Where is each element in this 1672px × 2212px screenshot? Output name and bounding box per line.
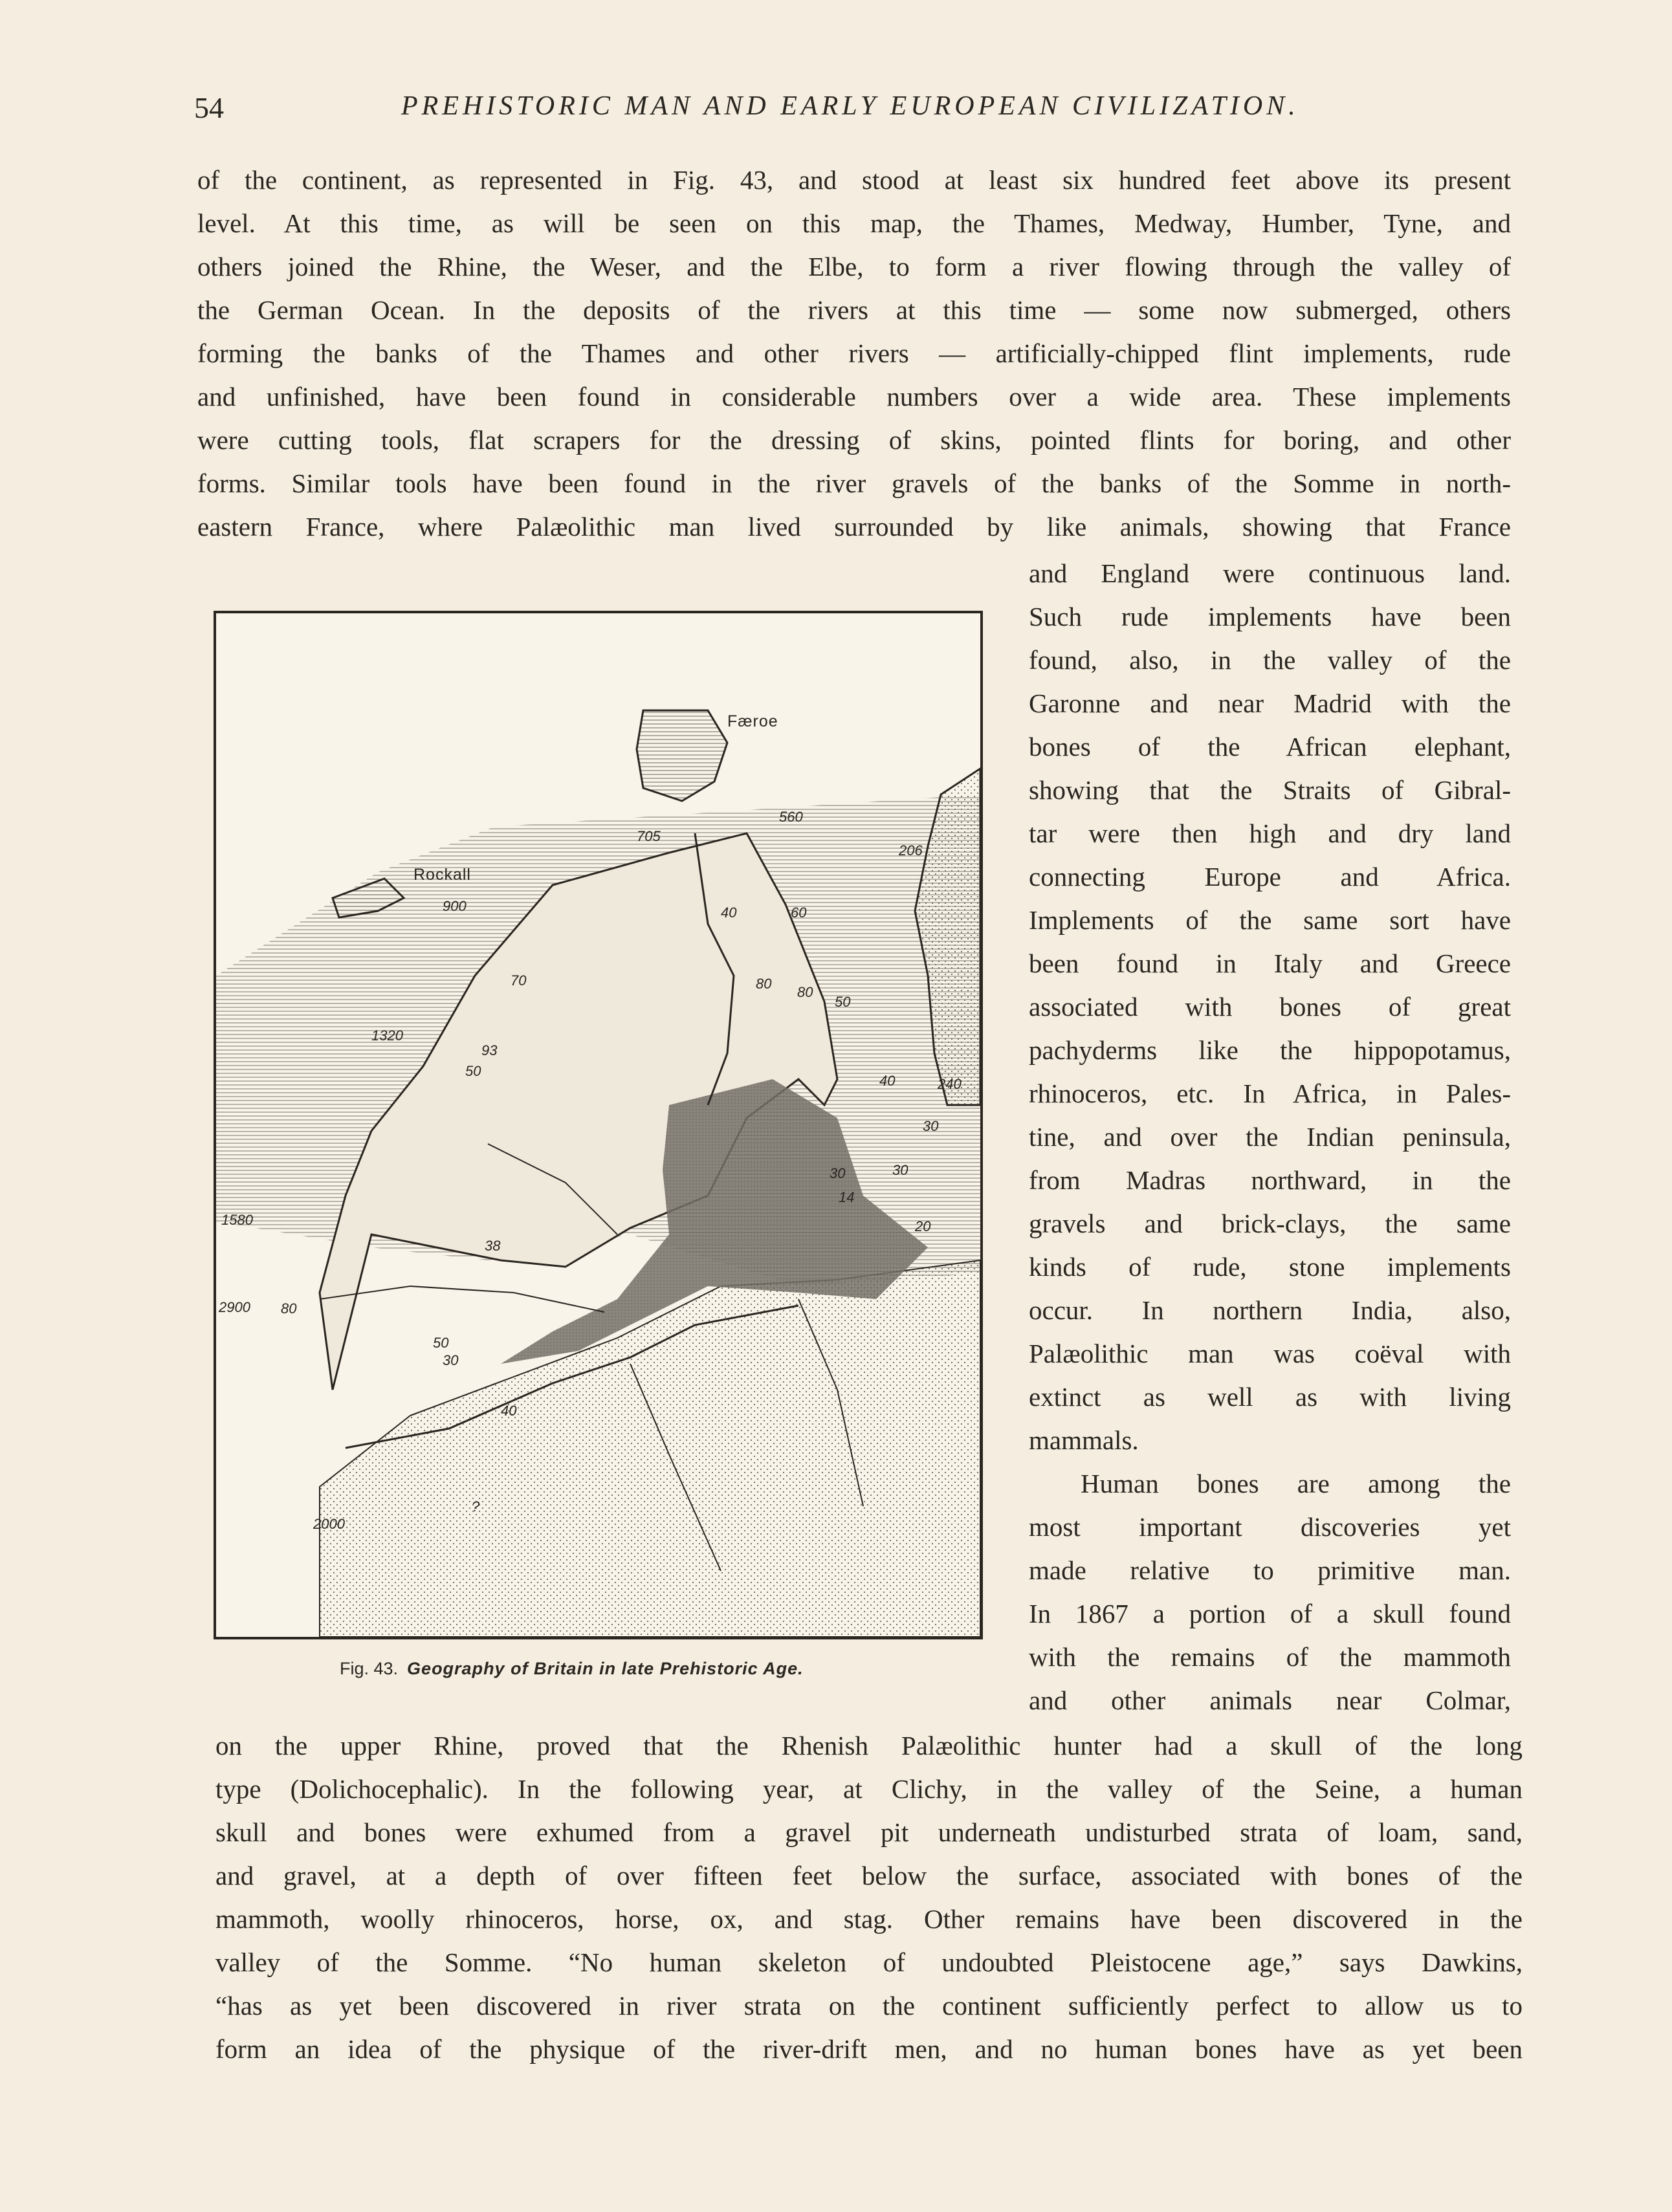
- text-line: mammals.: [1029, 1425, 1139, 1455]
- text-line: eastern France, where Palæolithic man lived surrounded by like animals, showing that France: [197, 512, 1511, 542]
- page-number: 54: [194, 91, 224, 124]
- map-label: 900: [443, 898, 467, 914]
- text-line: of the continent, as represented in Fig. 43, and stood at least six hundred feet above its present: [197, 165, 1511, 195]
- map-label: 206: [899, 842, 923, 859]
- page-header: [194, 91, 1514, 129]
- text-line: kinds of rude, stone implements: [1029, 1252, 1511, 1282]
- map-label: 30: [443, 1352, 459, 1368]
- map-label: 2000: [313, 1516, 345, 1532]
- map-label: ?: [472, 1498, 480, 1515]
- map-label: 80: [797, 984, 813, 1000]
- text-line: most important discoveries yet: [1029, 1512, 1511, 1542]
- map-frame: [214, 611, 983, 1639]
- text-line: bones of the African elephant,: [1029, 732, 1511, 761]
- map-label: 80: [756, 976, 772, 992]
- text-line: gravels and brick-clays, the same: [1029, 1209, 1511, 1238]
- text-line: Implements of the same sort have: [1029, 905, 1511, 935]
- map-label: 30: [830, 1165, 846, 1181]
- text-line: found, also, in the valley of the: [1029, 645, 1511, 675]
- map-label: 30: [892, 1162, 908, 1178]
- text-line: Human bones are among the: [1081, 1469, 1511, 1498]
- map-label: 20: [915, 1218, 931, 1234]
- text-line: Garonne and near Madrid with the: [1029, 688, 1511, 718]
- figure-43: [214, 611, 980, 1678]
- text-line: and England were continuous land.: [1029, 558, 1511, 588]
- text-line: forms. Similar tools have been found in the river gravels of the banks of the Somme in north-: [197, 468, 1511, 498]
- text-line: mammoth, woolly rhinoceros, horse, ox, and stag. Other remains have been discovered in the: [215, 1904, 1523, 1934]
- text-line: from Madras northward, in the: [1029, 1165, 1511, 1195]
- text-line: Palæolithic man was coëval with: [1029, 1339, 1511, 1368]
- caption-text: Geography of Britain in late Prehistoric Age.: [407, 1659, 804, 1678]
- text-line: forming the banks of the Thames and other rivers — artificially-chipped flint implements, rude: [197, 338, 1511, 368]
- top-paragraph: [197, 159, 1511, 549]
- text-line: form an idea of the physique of the river-drift men, and no human bones have as yet been: [215, 2034, 1523, 2064]
- prehistoric-britain-map: [216, 613, 980, 1637]
- map-label: 240: [938, 1076, 962, 1092]
- map-label: 705: [637, 828, 661, 844]
- text-line: Such rude implements have been: [1029, 602, 1511, 631]
- text-line: and unfinished, have been found in considerable numbers over a wide area. These implements: [197, 382, 1511, 411]
- text-line: extinct as well as with living: [1029, 1382, 1511, 1412]
- caption-number: Fig. 43.: [340, 1659, 399, 1678]
- text-line: made relative to primitive man.: [1029, 1555, 1511, 1585]
- map-label: 93: [481, 1042, 498, 1058]
- text-line: with the remains of the mammoth: [1029, 1642, 1511, 1672]
- map-label: 2900: [219, 1299, 250, 1315]
- text-line: connecting Europe and Africa.: [1029, 862, 1511, 892]
- map-label: 38: [485, 1238, 501, 1254]
- text-line: skull and bones were exhumed from a gravel pit underneath undisturbed strata of loam, sand,: [215, 1817, 1523, 1847]
- running-title: PREHISTORIC MAN AND EARLY EUROPEAN CIVILIZATION.: [401, 91, 1299, 121]
- text-line: “has as yet been discovered in river strata on the continent sufficiently perfect to allow us to: [215, 1991, 1523, 2020]
- text-line: been found in Italy and Greece: [1029, 948, 1511, 978]
- text-line: others joined the Rhine, the Weser, and the Elbe, to form a river flowing through the valley of: [197, 252, 1511, 281]
- map-label: 40: [501, 1403, 517, 1419]
- text-line: tar were then high and dry land: [1029, 818, 1511, 848]
- map-label: Rockall: [413, 866, 471, 884]
- text-line: the German Ocean. In the deposits of the rivers at this time — some now submerged, others: [197, 295, 1511, 325]
- map-label: 1580: [221, 1212, 253, 1228]
- text-line: and other animals near Colmar,: [1029, 1685, 1511, 1715]
- text-line: valley of the Somme. “No human skeleton of undoubted Pleistocene age,” says Dawkins,: [215, 1947, 1523, 1977]
- map-label: 50: [465, 1063, 481, 1079]
- map-label: 50: [835, 994, 851, 1010]
- map-label: 70: [511, 972, 527, 989]
- text-line: and gravel, at a depth of over fifteen feet below the surface, associated with bones of the: [215, 1861, 1523, 1890]
- map-label: Færoe: [727, 712, 778, 730]
- text-line: In 1867 a portion of a skull found: [1029, 1599, 1511, 1628]
- map-label: 40: [879, 1073, 896, 1089]
- map-label: 60: [791, 904, 807, 921]
- text-line: on the upper Rhine, proved that the Rhenish Palæolithic hunter had a skull of the long: [215, 1731, 1523, 1760]
- map-label: 80: [281, 1300, 297, 1317]
- text-line: pachyderms like the hippopotamus,: [1029, 1035, 1511, 1065]
- side-column: [1029, 552, 1511, 1722]
- figure-caption: [340, 1659, 804, 1679]
- text-line: associated with bones of great: [1029, 992, 1511, 1022]
- bottom-paragraph: [215, 1724, 1523, 2071]
- text-line: level. At this time, as will be seen on this map, the Thames, Medway, Humber, Tyne, and: [197, 208, 1511, 238]
- map-label: 30: [923, 1118, 939, 1134]
- text-line: rhinoceros, etc. In Africa, in Pales-: [1029, 1079, 1511, 1108]
- map-label: 1320: [371, 1027, 403, 1044]
- text-line: occur. In northern India, also,: [1029, 1295, 1511, 1325]
- map-label: 14: [839, 1189, 855, 1205]
- text-line: tine, and over the Indian peninsula,: [1029, 1122, 1511, 1152]
- text-line: showing that the Straits of Gibral-: [1029, 775, 1511, 805]
- text-line: type (Dolichocephalic). In the following year, at Clichy, in the valley of the Seine, a human: [215, 1774, 1523, 1804]
- map-label: 50: [433, 1335, 449, 1351]
- map-label: 40: [721, 904, 737, 921]
- map-label: 560: [779, 809, 803, 825]
- text-line: were cutting tools, flat scrapers for the dressing of skins, pointed flints for boring, and other: [197, 425, 1511, 455]
